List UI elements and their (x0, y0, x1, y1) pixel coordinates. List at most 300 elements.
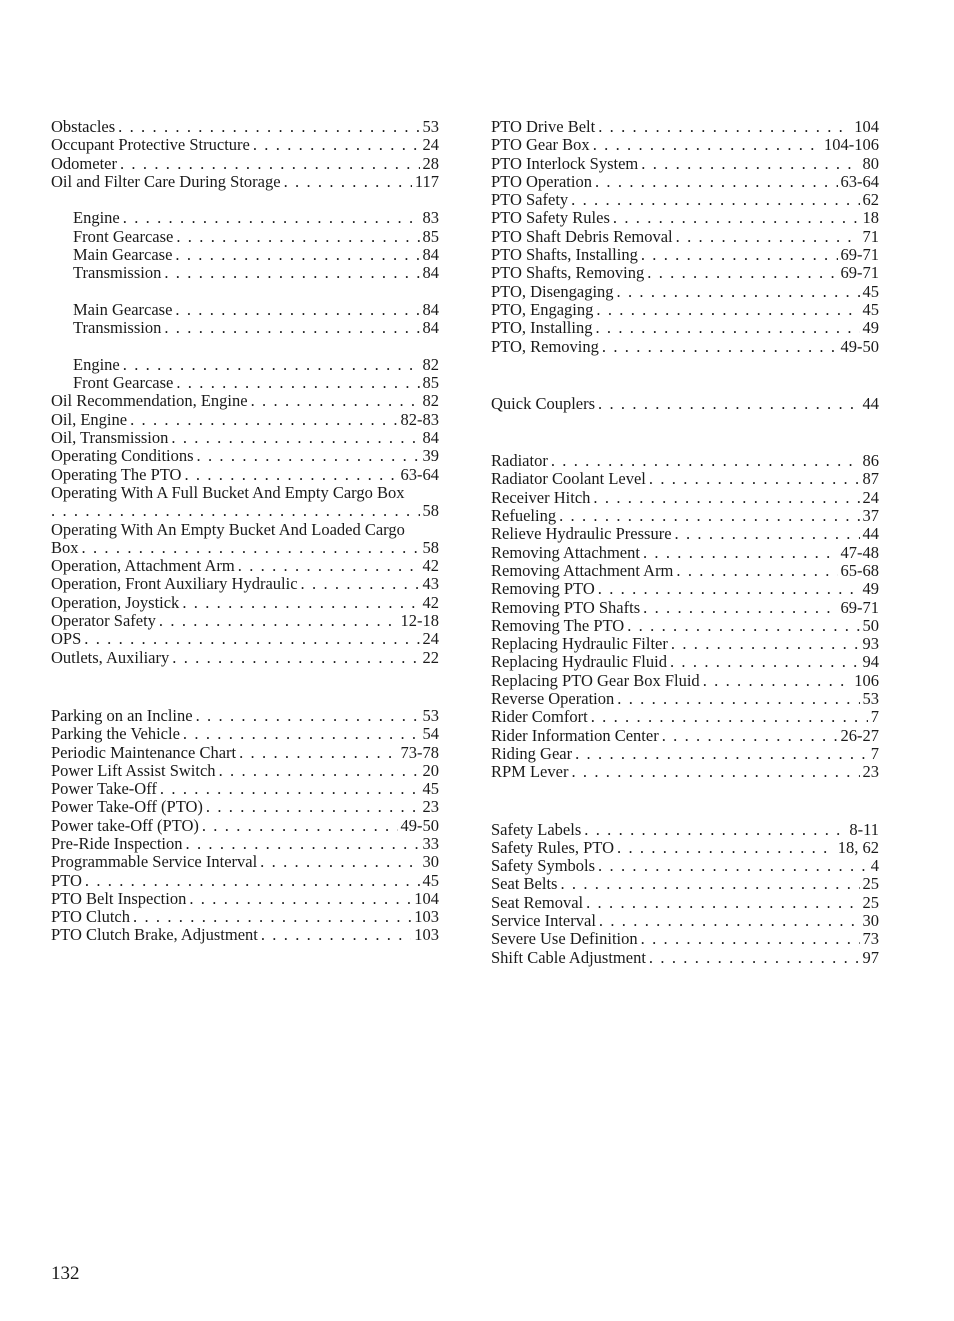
index-term: PTO, Installing (491, 318, 593, 338)
index-term: Severe Use Definition (491, 929, 638, 949)
index-term: Service Interval (491, 910, 596, 930)
index-page-ref: 82-83 (400, 409, 439, 429)
index-term: Parking on an Incline (51, 705, 193, 725)
index-page-ref: 104 (414, 888, 439, 908)
dot-leader (641, 155, 859, 173)
dot-leader (593, 489, 859, 507)
index-term: Operating The PTO (51, 464, 182, 484)
index-term: PTO Clutch (51, 907, 130, 927)
index-entry (491, 580, 879, 598)
index-entry (491, 319, 879, 337)
index-term: PTO Operation (491, 171, 592, 191)
dot-leader (551, 452, 860, 470)
index-page-ref: 49 (862, 318, 879, 338)
dot-leader (649, 949, 860, 967)
index-page-ref: 69-71 (840, 597, 879, 617)
index-entry (51, 798, 439, 816)
index-page-ref: 30 (422, 852, 439, 872)
index-entry (491, 635, 879, 653)
index-page-ref: 93 (862, 634, 879, 654)
index-entry (491, 821, 879, 839)
index-term: Operation, Joystick (51, 592, 180, 612)
index-term: Main Gearcase (73, 299, 173, 319)
index-entry (51, 447, 439, 465)
dot-leader (118, 118, 419, 136)
dot-leader (643, 544, 838, 562)
index-column-right (491, 118, 879, 967)
dot-leader (676, 228, 860, 246)
section-gap (491, 782, 879, 821)
index-term: PTO, Disengaging (491, 281, 614, 301)
index-entry (51, 228, 439, 246)
index-page-ref: 94 (862, 652, 879, 672)
dot-leader (598, 395, 859, 413)
index-entry (51, 744, 439, 762)
index-term: Power Take-Off (PTO) (51, 797, 203, 817)
dot-leader (51, 502, 420, 520)
index-entry (491, 173, 879, 191)
index-term: Replacing Hydraulic Filter (491, 634, 668, 654)
index-entry (491, 727, 879, 745)
index-entry (491, 949, 879, 967)
dot-leader (261, 926, 411, 944)
index-term: Quick Couplers (491, 393, 596, 413)
dot-leader (676, 562, 837, 580)
index-entry (491, 745, 879, 763)
dot-leader (598, 857, 868, 875)
index-page-ref: 45 (862, 299, 879, 319)
index-entry (491, 489, 879, 507)
index-entry (51, 118, 439, 136)
index-page-ref: 22 (422, 647, 439, 667)
index-page-ref: 49-50 (840, 336, 879, 356)
index-page-ref: 49 (862, 579, 879, 599)
index-entry (491, 338, 879, 356)
index-entry (491, 617, 879, 635)
dot-leader (617, 283, 860, 301)
index-term: Seat Removal (491, 892, 584, 912)
index-entry (491, 690, 879, 708)
index-term: Main Gearcase (73, 245, 173, 265)
index-page-ref: 4 (870, 856, 879, 876)
index-entry (51, 725, 439, 743)
index-entry (51, 780, 439, 798)
dot-leader (172, 649, 419, 667)
dot-leader (253, 136, 420, 154)
index-page-ref: 85 (422, 373, 439, 393)
index-entry (491, 136, 879, 154)
dot-leader (662, 727, 838, 745)
index-entry (491, 191, 879, 209)
dot-leader (671, 635, 860, 653)
index-page-ref: 45 (862, 281, 879, 301)
index-page-ref: 45 (422, 870, 439, 890)
index-term: PTO (51, 870, 82, 890)
dot-leader (595, 319, 859, 337)
index-entry (491, 763, 879, 781)
index-term: Radiator Coolant Level (491, 469, 646, 489)
dot-leader (670, 653, 860, 671)
index-page-ref: 18, 62 (837, 837, 879, 857)
index-term: Operator Safety (51, 611, 156, 631)
index-page-ref: 28 (422, 153, 439, 173)
dot-leader (219, 762, 420, 780)
dot-leader (238, 557, 420, 575)
index-page-ref: 104 (854, 117, 879, 136)
index-entry (51, 301, 439, 319)
index-term: Replacing PTO Gear Box Fluid (491, 670, 700, 690)
index-term: Reverse Operation (491, 689, 615, 709)
index-term: Operation, Front Auxiliary Hydraulic (51, 574, 298, 594)
index-page-ref: 84 (422, 245, 439, 265)
index-entry (51, 890, 439, 908)
dot-leader (183, 725, 420, 743)
dot-leader (82, 539, 420, 557)
dot-leader (575, 745, 868, 763)
index-term: Pre-Ride Inspection (51, 833, 183, 853)
dot-leader (703, 672, 852, 690)
index-term: Occupant Protective Structure (51, 135, 250, 155)
index-page-ref: 103 (414, 907, 439, 927)
dot-leader (175, 301, 419, 319)
dot-leader (598, 118, 851, 136)
index-entry (491, 283, 879, 301)
index-term: Engine (73, 354, 120, 374)
dot-leader (186, 835, 420, 853)
index-term: Removing PTO (491, 579, 595, 599)
index-term: Replacing Hydraulic Fluid (491, 652, 667, 672)
index-entry (51, 429, 439, 447)
index-page-ref: 7 (870, 743, 879, 763)
index-term: Removing PTO Shafts (491, 597, 641, 617)
subgroup-gap (51, 338, 439, 356)
index-page-ref: 42 (422, 592, 439, 612)
index-term: Relieve Hydraulic Pressure (491, 524, 672, 544)
index-term: PTO Interlock System (491, 153, 639, 173)
index-page-ref: 69-71 (840, 245, 879, 265)
index-term: Radiator (491, 451, 548, 471)
index-term: Shift Cable Adjustment (491, 947, 646, 967)
index-page-ref: 24 (422, 629, 439, 649)
index-page-ref: 44 (862, 524, 879, 544)
subgroup-gap (51, 191, 439, 209)
index-term: Riding Gear (491, 743, 573, 763)
index-page-ref: 63-64 (400, 464, 439, 484)
index-entry (51, 762, 439, 780)
section-gap (51, 667, 439, 707)
index-entry (491, 155, 879, 173)
index-page-ref: 84 (422, 263, 439, 283)
index-page-ref: 23 (862, 762, 879, 782)
dot-leader (123, 356, 420, 374)
index-entry (51, 466, 439, 484)
index-entry (51, 411, 439, 429)
index-term: Parking the Vehicle (51, 724, 180, 744)
index-term: PTO Shafts, Installing (491, 245, 638, 265)
dot-leader (196, 707, 420, 725)
index-entry (491, 930, 879, 948)
index-page-ref: 33 (422, 833, 439, 853)
index-page-ref: 25 (862, 892, 879, 912)
index-entry (51, 575, 439, 593)
index-term: PTO Shafts, Removing (491, 263, 645, 283)
index-page-ref: 7 (870, 707, 879, 727)
index-term: PTO Safety (491, 190, 569, 210)
subgroup-gap (51, 283, 439, 301)
index-entry (491, 894, 879, 912)
dot-leader (602, 338, 838, 356)
dot-leader (675, 525, 860, 543)
index-term: PTO, Removing (491, 336, 599, 356)
index-term: Box (51, 537, 79, 557)
index-page-ref: 37 (862, 506, 879, 526)
index-term: Receiver Hitch (491, 487, 591, 507)
dot-leader (641, 930, 860, 948)
index-term: Operating With An Empty Bucket And Loaded Cargo (51, 519, 405, 539)
index-page-ref: 24 (422, 135, 439, 155)
index-page-ref: 45 (422, 779, 439, 799)
index-entry (51, 612, 439, 630)
index-term: PTO Belt Inspection (51, 888, 187, 908)
index-page-ref: 87 (862, 469, 879, 489)
index-page-ref: 117 (414, 171, 439, 191)
index-term: RPM Lever (491, 762, 569, 782)
index-term: Periodic Maintenance Chart (51, 742, 237, 762)
index-entry (491, 653, 879, 671)
index-page-ref: 53 (422, 705, 439, 725)
index-page-ref: 42 (422, 556, 439, 576)
index-entry (51, 392, 439, 410)
dot-leader (284, 173, 412, 191)
index-term: PTO Drive Belt (491, 117, 596, 136)
index-page-ref: 85 (422, 226, 439, 246)
index-term: Outlets, Auxiliary (51, 647, 170, 667)
index-page-ref: 47-48 (840, 542, 879, 562)
index-page-ref: 86 (862, 451, 879, 471)
index-entry (491, 118, 879, 136)
index-term: Front Gearcase (73, 226, 174, 246)
index-page-ref: 44 (862, 393, 879, 413)
dot-leader (643, 599, 837, 617)
dot-leader (85, 872, 420, 890)
index-page-ref: 62 (862, 190, 879, 210)
dot-leader (301, 575, 420, 593)
index-term: Removing Attachment Arm (491, 560, 674, 580)
index-term: PTO, Engaging (491, 299, 594, 319)
index-page-ref: 106 (854, 670, 879, 690)
index-term: Seat Belts (491, 874, 558, 894)
dot-leader (123, 209, 420, 227)
index-entry (51, 872, 439, 890)
index-page-ref: 103 (414, 925, 439, 945)
dot-leader (596, 301, 859, 319)
index-term: Removing The PTO (491, 615, 625, 635)
index-entry (491, 470, 879, 488)
index-entry (51, 155, 439, 173)
index-entry (491, 857, 879, 875)
dot-leader (647, 264, 837, 282)
dot-leader (584, 821, 846, 839)
index-page-ref: 23 (422, 797, 439, 817)
dot-leader (184, 466, 397, 484)
dot-leader (613, 209, 860, 227)
index-page-ref: 58 (422, 501, 439, 521)
index-entry (51, 908, 439, 926)
index-term: PTO Gear Box (491, 135, 590, 155)
index-entry (491, 301, 879, 319)
index-term: PTO Clutch Brake, Adjustment (51, 925, 258, 945)
dot-leader (130, 411, 397, 429)
dot-leader (641, 246, 838, 264)
dot-leader (120, 155, 420, 173)
index-entry (491, 395, 879, 413)
index-entry (51, 246, 439, 264)
index-page-ref: 82 (422, 391, 439, 411)
index-entry (491, 912, 879, 930)
index-term: PTO Shaft Debris Removal (491, 226, 673, 246)
index-page-ref: 39 (422, 446, 439, 466)
dot-leader (176, 228, 419, 246)
index-term: Operating Conditions (51, 446, 194, 466)
index-term: Engine (73, 208, 120, 228)
index-page-ref: 26-27 (840, 725, 879, 745)
index-page-ref: 84 (422, 428, 439, 448)
index-page-ref: 25 (862, 874, 879, 894)
index-entry (491, 599, 879, 617)
index-entry (491, 562, 879, 580)
index-page-ref: 20 (422, 760, 439, 780)
dot-leader (251, 392, 420, 410)
index-term: Odometer (51, 153, 117, 173)
index-term: PTO Safety Rules (491, 208, 610, 228)
index-entry (491, 875, 879, 893)
index-term: Oil and Filter Care During Storage (51, 171, 281, 191)
dot-leader (571, 763, 859, 781)
index-page-ref: 49-50 (400, 815, 439, 835)
index-term: Oil Recommendation, Engine (51, 391, 248, 411)
dot-leader (593, 136, 821, 154)
dot-leader (571, 191, 859, 209)
index-term: Removing Attachment (491, 542, 640, 562)
index-column-left (51, 118, 439, 945)
index-entry (491, 507, 879, 525)
index-page-ref: 83 (422, 208, 439, 228)
index-entry (51, 136, 439, 154)
index-entry (491, 264, 879, 282)
dot-leader (171, 429, 419, 447)
index-entry (51, 557, 439, 575)
index-entry (51, 630, 439, 648)
index-term: Front Gearcase (73, 373, 174, 393)
index-entry (51, 173, 439, 191)
dot-leader (159, 612, 398, 630)
index-entry (491, 452, 879, 470)
index-term: Power Lift Assist Switch (51, 760, 216, 780)
dot-leader (560, 875, 859, 893)
index-term: OPS (51, 629, 82, 649)
index-entry (51, 817, 439, 835)
index-page-ref: 80 (862, 153, 879, 173)
dot-leader (595, 173, 838, 191)
index-term: Refueling (491, 506, 557, 526)
dot-leader (189, 890, 411, 908)
index-term: Oil, Transmission (51, 428, 169, 448)
index-page-ref: 12-18 (400, 611, 439, 631)
index-line (51, 484, 439, 502)
dot-leader (175, 246, 419, 264)
dot-leader (133, 908, 411, 926)
dot-leader (206, 798, 420, 816)
index-entry (51, 853, 439, 871)
dot-leader (617, 690, 859, 708)
dot-leader (202, 817, 398, 835)
index-entry (51, 319, 439, 337)
dot-leader (160, 780, 420, 798)
dot-leader (598, 580, 860, 598)
index-term: Transmission (73, 263, 162, 283)
index-term: Oil, Engine (51, 409, 128, 429)
index-term: Programmable Service Interval (51, 852, 258, 872)
index-entry (491, 209, 879, 227)
index-term: Rider Information Center (491, 725, 659, 745)
dot-leader (182, 594, 419, 612)
dot-leader (176, 374, 419, 392)
section-gap (491, 413, 879, 452)
dot-leader (197, 447, 420, 465)
index-entry (51, 521, 439, 558)
index-term: Safety Rules, PTO (491, 837, 614, 857)
index-entry (51, 707, 439, 725)
index-page-ref: 82 (422, 354, 439, 374)
index-page-ref: 97 (862, 947, 879, 967)
dot-leader (164, 319, 419, 337)
index-page-ref: 65-68 (840, 560, 879, 580)
index-term: Transmission (73, 318, 162, 338)
index-term: Obstacles (51, 117, 116, 136)
index-page-ref: 71 (862, 226, 879, 246)
page-number: 132 (51, 1263, 80, 1284)
index-page-ref: 58 (422, 537, 439, 557)
index-page-ref: 73 (862, 929, 879, 949)
index-term: Safety Labels (491, 819, 582, 839)
dot-leader (649, 470, 860, 488)
index-entry (51, 926, 439, 944)
index-line (51, 521, 439, 539)
dot-leader (591, 708, 868, 726)
index-term: Rider Comfort (491, 707, 588, 727)
index-entry (491, 228, 879, 246)
index-entry (491, 839, 879, 857)
index-page-ref: 69-71 (840, 263, 879, 283)
index-page-ref: 63-64 (840, 171, 879, 191)
section-gap (491, 356, 879, 395)
index-entry (491, 708, 879, 726)
index-line (51, 502, 439, 520)
index-page-ref: 53 (862, 689, 879, 709)
index-page-ref: 73-78 (400, 742, 439, 762)
index-term: Operating With A Full Bucket And Empty Cargo Box (51, 482, 405, 502)
index-entry (51, 374, 439, 392)
index-page-ref: 84 (422, 318, 439, 338)
index-entry (51, 264, 439, 282)
index-page-ref: 54 (422, 724, 439, 744)
index-page-ref: 18 (862, 208, 879, 228)
dot-leader (627, 617, 859, 635)
index-line (51, 539, 439, 557)
dot-leader (84, 630, 419, 648)
index-entry (491, 544, 879, 562)
index-term: Operation, Attachment Arm (51, 556, 235, 576)
